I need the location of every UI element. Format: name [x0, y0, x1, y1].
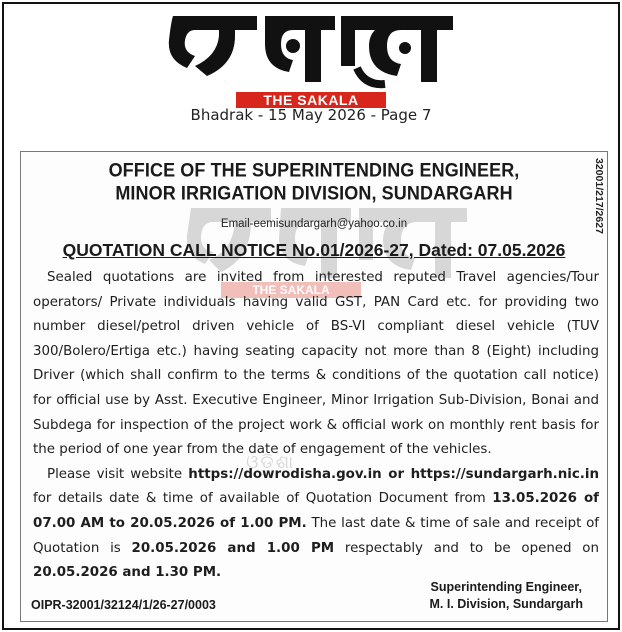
signatory-office: M. I. Division, Sundargarh: [429, 597, 583, 611]
website-link-sundargarh[interactable]: https://sundargarh.nic.in: [410, 466, 599, 482]
last-date: 20.05.2026 and 1.00 PM: [131, 540, 335, 556]
watermark-faint-text: ଓଡ଼ିଶା: [246, 452, 296, 472]
office-heading-line2: MINOR IRRIGATION DIVISION, SUNDARGARH: [115, 182, 513, 204]
p2-text-d: respectably and to be opened on: [334, 540, 599, 556]
masthead: [0, 6, 622, 106]
opening-date: 20.05.2026 and 1.30 PM.: [33, 565, 222, 581]
oipr-number: OIPR-32001/32124/1/26-27/0003: [31, 598, 216, 612]
signatory-title: Superintending Engineer,: [430, 580, 582, 594]
watermark-brand: THE SAKALA: [221, 282, 361, 298]
paragraph-1: Sealed quotations are invited from interested reputed Travel agencies/Tour operators/ Private individuals having valid GST, PAN Card etc. for providing two number diesel/petrol driven vehicle of BS-VI compliant diesel vehicle (TUV 300/Bolero/Ertiga etc.) having seating capacity not more than 8 (Eight) including Driver (which shall confirm to the terms & conditions of the quotation call notice) for official use by Asst. Executive Engineer, Minor Irrigation Sub-Division, Bonai and Subdega for inspection of the project work & official work on monthly rent basis for the period of one year from the date of engagement of the vehicles.: [33, 270, 599, 458]
website-link-dowr[interactable]: https://dowrodisha.gov.in: [188, 466, 382, 482]
p2-or: or: [381, 466, 411, 482]
p2-text-a: Please visit website: [47, 466, 189, 482]
brand-bar: THE SAKALA: [236, 92, 386, 108]
notice-body: [33, 266, 599, 586]
availability-period: 13.05.2026 of 07.00 AM to 20.05.2026 of 1.00 PM.: [33, 491, 599, 531]
signatory-block: [430, 579, 584, 613]
notice-title: QUOTATION CALL NOTICE No.01/2026-27, Dated: 07.05.2026: [62, 240, 566, 260]
p2-text-c: The last date & time of sale and receipt of Quotation is: [33, 515, 599, 556]
office-heading-line1: OFFICE OF THE SUPERINTENDING ENGINEER,: [108, 159, 520, 181]
sakala-logo-icon: [165, 6, 457, 90]
office-email: Email-eemisundargarh@yahoo.co.in: [220, 218, 408, 230]
notice-clipping: [20, 151, 608, 622]
side-reference-number: 32001/217/2627: [593, 158, 605, 234]
paragraph-2: [33, 463, 599, 586]
p2-text-b: for details date & time of available of Quotation Document from: [33, 491, 493, 507]
edition-line: Bhadrak - 15 May 2026 - Page 7: [190, 106, 432, 124]
